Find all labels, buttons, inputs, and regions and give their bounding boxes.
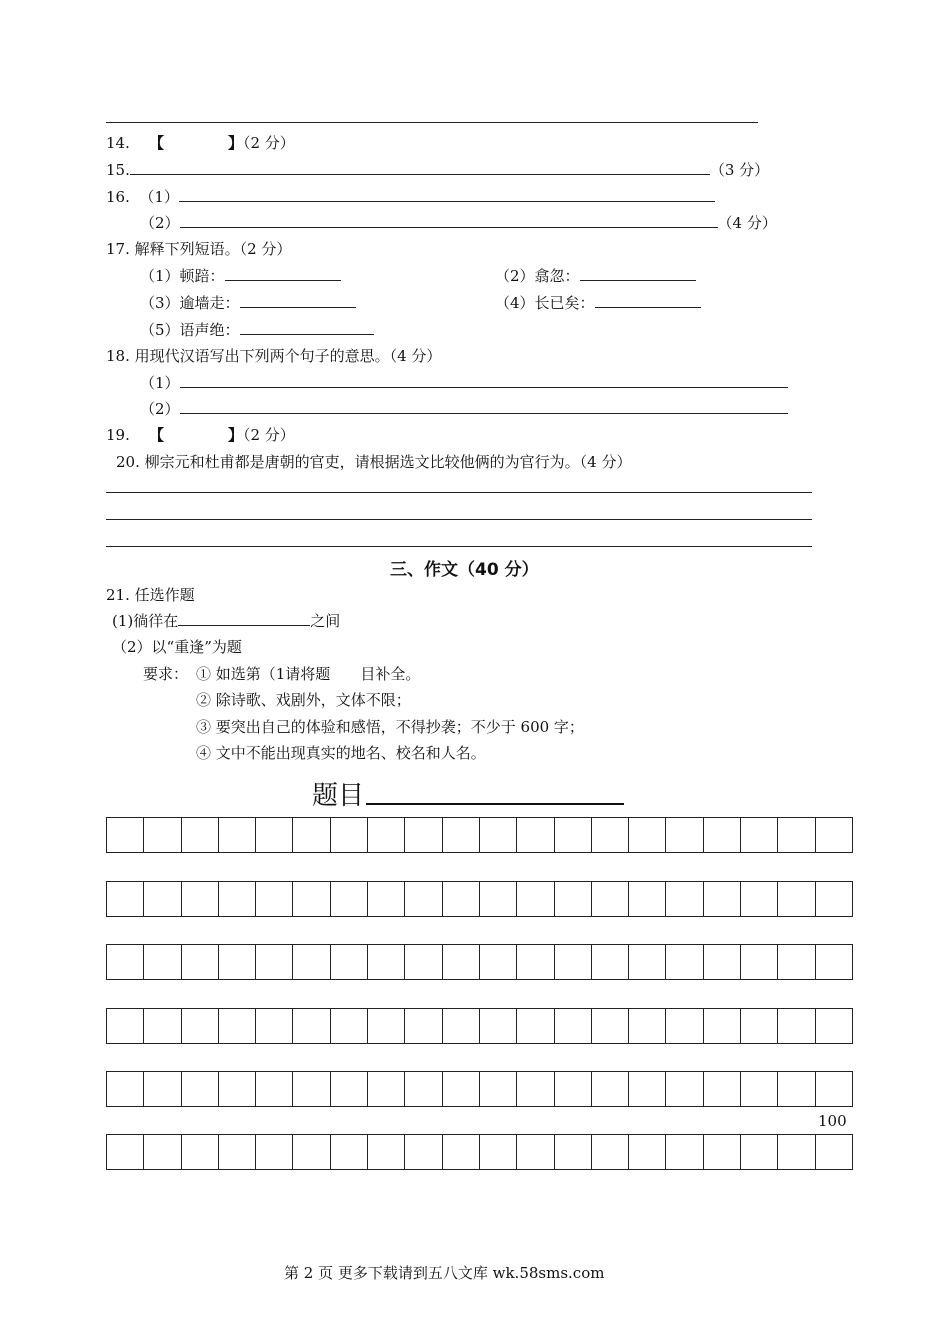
grid-cell[interactable] [143, 1071, 181, 1107]
grid-cell[interactable] [143, 944, 181, 980]
answer-blank[interactable] [595, 293, 701, 308]
grid-cell[interactable] [292, 1008, 330, 1044]
grid-cell[interactable] [442, 817, 480, 853]
grid-cell[interactable] [330, 881, 368, 917]
writing-grid-row[interactable] [106, 1134, 853, 1170]
writing-grid-row[interactable] [106, 1071, 853, 1107]
grid-cell[interactable] [815, 1134, 853, 1170]
grid-cell[interactable] [516, 944, 554, 980]
grid-cell[interactable] [591, 1134, 629, 1170]
option-1: (1)徜徉在 之间 [112, 612, 341, 630]
grid-cell[interactable] [740, 944, 778, 980]
question-14: 14. 【 】（2 分） [106, 134, 295, 152]
answer-blank[interactable] [180, 399, 788, 414]
writing-grid-row[interactable] [106, 817, 853, 853]
grid-cell[interactable] [218, 1008, 256, 1044]
question-17: 17. 解释下列短语。（2 分） [106, 240, 292, 258]
grid-cell[interactable] [777, 881, 815, 917]
answer-blank[interactable] [240, 293, 356, 308]
answer-line[interactable] [106, 492, 812, 493]
requirement-label: 要求： [143, 665, 189, 683]
grid-cell[interactable] [777, 817, 815, 853]
grid-cell[interactable] [181, 944, 219, 980]
grid-cell[interactable] [367, 1071, 405, 1107]
grid-cell[interactable] [591, 1071, 629, 1107]
grid-cell[interactable] [106, 944, 144, 980]
grid-cell[interactable] [554, 1134, 592, 1170]
question-20: 20. 柳宗元和杜甫都是唐朝的官吏，请根据选文比较他俩的为官行为。（4 分） [116, 453, 632, 471]
grid-cell[interactable] [255, 1134, 293, 1170]
answer-blank[interactable] [180, 373, 788, 388]
grid-cell[interactable] [516, 1071, 554, 1107]
grid-cell[interactable] [255, 944, 293, 980]
grid-cell[interactable] [143, 1008, 181, 1044]
grid-cell[interactable] [516, 1008, 554, 1044]
grid-cell[interactable] [292, 881, 330, 917]
grid-cell[interactable] [404, 1134, 442, 1170]
q18-sub-1: （1） [140, 372, 788, 393]
grid-cell[interactable] [442, 1134, 480, 1170]
grid-cell[interactable] [703, 1134, 741, 1170]
grid-cell[interactable] [442, 1071, 480, 1107]
essay-title-label: 题目 [312, 781, 365, 811]
grid-cell[interactable] [740, 881, 778, 917]
grid-cell[interactable] [628, 1134, 666, 1170]
grid-cell[interactable] [218, 817, 256, 853]
answer-blank[interactable] [225, 266, 341, 281]
requirement-2: ② 除诗歌、戏剧外，文体不限； [196, 691, 411, 709]
grid-cell[interactable] [554, 1071, 592, 1107]
grid-cell[interactable] [255, 1008, 293, 1044]
answer-line[interactable] [106, 519, 812, 520]
grid-cell[interactable] [218, 1071, 256, 1107]
q17-item-5: （5）语声绝： [140, 319, 374, 340]
grid-cell[interactable] [106, 1134, 144, 1170]
q18-sub-2: （2） [140, 398, 788, 419]
grid-cell[interactable] [181, 1008, 219, 1044]
grid-cell[interactable] [181, 1134, 219, 1170]
grid-cell[interactable] [143, 1134, 181, 1170]
question-18: 18. 用现代汉语写出下列两个句子的意思。（4 分） [106, 347, 442, 365]
grid-cell[interactable] [330, 1071, 368, 1107]
answer-blank[interactable] [240, 320, 374, 335]
grid-cell[interactable] [479, 881, 517, 917]
q17-item-2: （2）翕忽： [495, 265, 696, 286]
grid-cell[interactable] [591, 1008, 629, 1044]
grid-cell[interactable] [404, 1008, 442, 1044]
grid-cell[interactable] [516, 817, 554, 853]
grid-cell[interactable] [591, 881, 629, 917]
grid-cell[interactable] [665, 1071, 703, 1107]
writing-grid-row[interactable] [106, 1008, 853, 1044]
grid-cell[interactable] [479, 1071, 517, 1107]
grid-cell[interactable] [665, 1134, 703, 1170]
grid-cell[interactable] [740, 1071, 778, 1107]
grid-cell[interactable] [181, 1071, 219, 1107]
q17-item-4: （4）长已矣： [495, 292, 701, 313]
question-16-2: （2） （4 分） [140, 214, 777, 232]
grid-cell[interactable] [367, 944, 405, 980]
grid-cell[interactable] [628, 817, 666, 853]
grid-cell[interactable] [777, 1008, 815, 1044]
grid-cell[interactable] [442, 944, 480, 980]
grid-cell[interactable] [255, 881, 293, 917]
grid-cell[interactable] [330, 1134, 368, 1170]
grid-cell[interactable] [516, 1134, 554, 1170]
grid-cell[interactable] [442, 881, 480, 917]
grid-cell[interactable] [665, 944, 703, 980]
grid-cell[interactable] [777, 1071, 815, 1107]
grid-cell[interactable] [479, 1008, 517, 1044]
grid-cell[interactable] [367, 1134, 405, 1170]
grid-cell[interactable] [777, 944, 815, 980]
question-21: 21. 任选作题 [106, 586, 195, 604]
grid-cell[interactable] [255, 817, 293, 853]
grid-cell[interactable] [554, 944, 592, 980]
answer-blank[interactable] [580, 266, 696, 281]
grid-cell[interactable] [815, 944, 853, 980]
section-heading: 三、作文（40 分） [390, 560, 539, 580]
grid-cell[interactable] [554, 1008, 592, 1044]
grid-cell[interactable] [703, 944, 741, 980]
grid-cell[interactable] [815, 817, 853, 853]
grid-cell[interactable] [516, 881, 554, 917]
grid-cell[interactable] [367, 1008, 405, 1044]
option-2: （2）以“重逢”为题 [112, 638, 242, 656]
grid-cell[interactable] [367, 881, 405, 917]
grid-cell[interactable] [703, 817, 741, 853]
grid-cell[interactable] [628, 1008, 666, 1044]
grid-cell[interactable] [292, 1134, 330, 1170]
grid-cell[interactable] [628, 944, 666, 980]
grid-cell[interactable] [404, 944, 442, 980]
grid-cell[interactable] [106, 1008, 144, 1044]
grid-cell[interactable] [665, 1008, 703, 1044]
page-footer: 第 2 页 更多下载请到五八文库 wk.58sms.com [284, 1264, 605, 1282]
grid-cell[interactable] [330, 1008, 368, 1044]
grid-cell[interactable] [218, 881, 256, 917]
grid-cell[interactable] [479, 944, 517, 980]
grid-cell[interactable] [740, 817, 778, 853]
grid-cell[interactable] [554, 817, 592, 853]
grid-cell[interactable] [703, 1008, 741, 1044]
grid-cell[interactable] [442, 1008, 480, 1044]
grid-cell[interactable] [181, 817, 219, 853]
grid-cell[interactable] [628, 881, 666, 917]
grid-cell[interactable] [218, 1134, 256, 1170]
grid-cell[interactable] [479, 817, 517, 853]
grid-cell[interactable] [815, 1008, 853, 1044]
grid-cell[interactable] [591, 944, 629, 980]
grid-cell[interactable] [554, 881, 592, 917]
grid-cell[interactable] [628, 1071, 666, 1107]
q17-item-1: （1）顿踣： [140, 265, 341, 286]
q17-item-3: （3）逾墙走： [140, 292, 356, 313]
grid-cell[interactable] [591, 817, 629, 853]
essay-title-blank[interactable] [366, 803, 624, 805]
grid-cell[interactable] [106, 881, 144, 917]
grid-cell[interactable] [777, 1134, 815, 1170]
grid-cell[interactable] [106, 1071, 144, 1107]
answer-line[interactable] [106, 546, 812, 547]
question-19: 19. 【 】（2 分） [106, 426, 295, 444]
grid-cell[interactable] [703, 881, 741, 917]
answer-blank[interactable] [180, 213, 718, 228]
writing-grid-row[interactable] [106, 881, 853, 917]
grid-cell[interactable] [143, 881, 181, 917]
grid-cell[interactable] [106, 817, 144, 853]
grid-cell[interactable] [367, 817, 405, 853]
grid-cell[interactable] [218, 944, 256, 980]
grid-cell[interactable] [330, 817, 368, 853]
question-16-1: 16. （1） [106, 186, 715, 207]
grid-cell[interactable] [255, 1071, 293, 1107]
grid-cell[interactable] [479, 1134, 517, 1170]
grid-cell[interactable] [181, 881, 219, 917]
grid-cell[interactable] [330, 944, 368, 980]
answer-blank[interactable] [179, 187, 715, 202]
grid-cell[interactable] [404, 817, 442, 853]
grid-cell[interactable] [143, 817, 181, 853]
grid-cell[interactable] [703, 1071, 741, 1107]
requirement-1: ① 如选第（1请将题 目补全。 [196, 665, 421, 683]
grid-cell[interactable] [404, 881, 442, 917]
grid-cell[interactable] [740, 1134, 778, 1170]
grid-cell[interactable] [665, 817, 703, 853]
grid-cell[interactable] [292, 817, 330, 853]
answer-blank[interactable] [130, 160, 710, 175]
word-count-marker: 100 [818, 1112, 847, 1130]
grid-cell[interactable] [815, 881, 853, 917]
grid-cell[interactable] [740, 1008, 778, 1044]
grid-cell[interactable] [665, 881, 703, 917]
title-blank[interactable] [178, 611, 310, 626]
writing-grid-row[interactable] [106, 944, 853, 980]
requirement-4: ④ 文中不能出现真实的地名、校名和人名。 [196, 744, 486, 762]
grid-cell[interactable] [404, 1071, 442, 1107]
grid-cell[interactable] [292, 944, 330, 980]
grid-cell[interactable] [292, 1071, 330, 1107]
requirement-3: ③ 要突出自己的体验和感悟，不得抄袭；不少于 600 字； [196, 718, 584, 736]
question-15: 15. （3 分） [106, 161, 770, 179]
answer-line-top [106, 122, 758, 123]
grid-cell[interactable] [815, 1071, 853, 1107]
